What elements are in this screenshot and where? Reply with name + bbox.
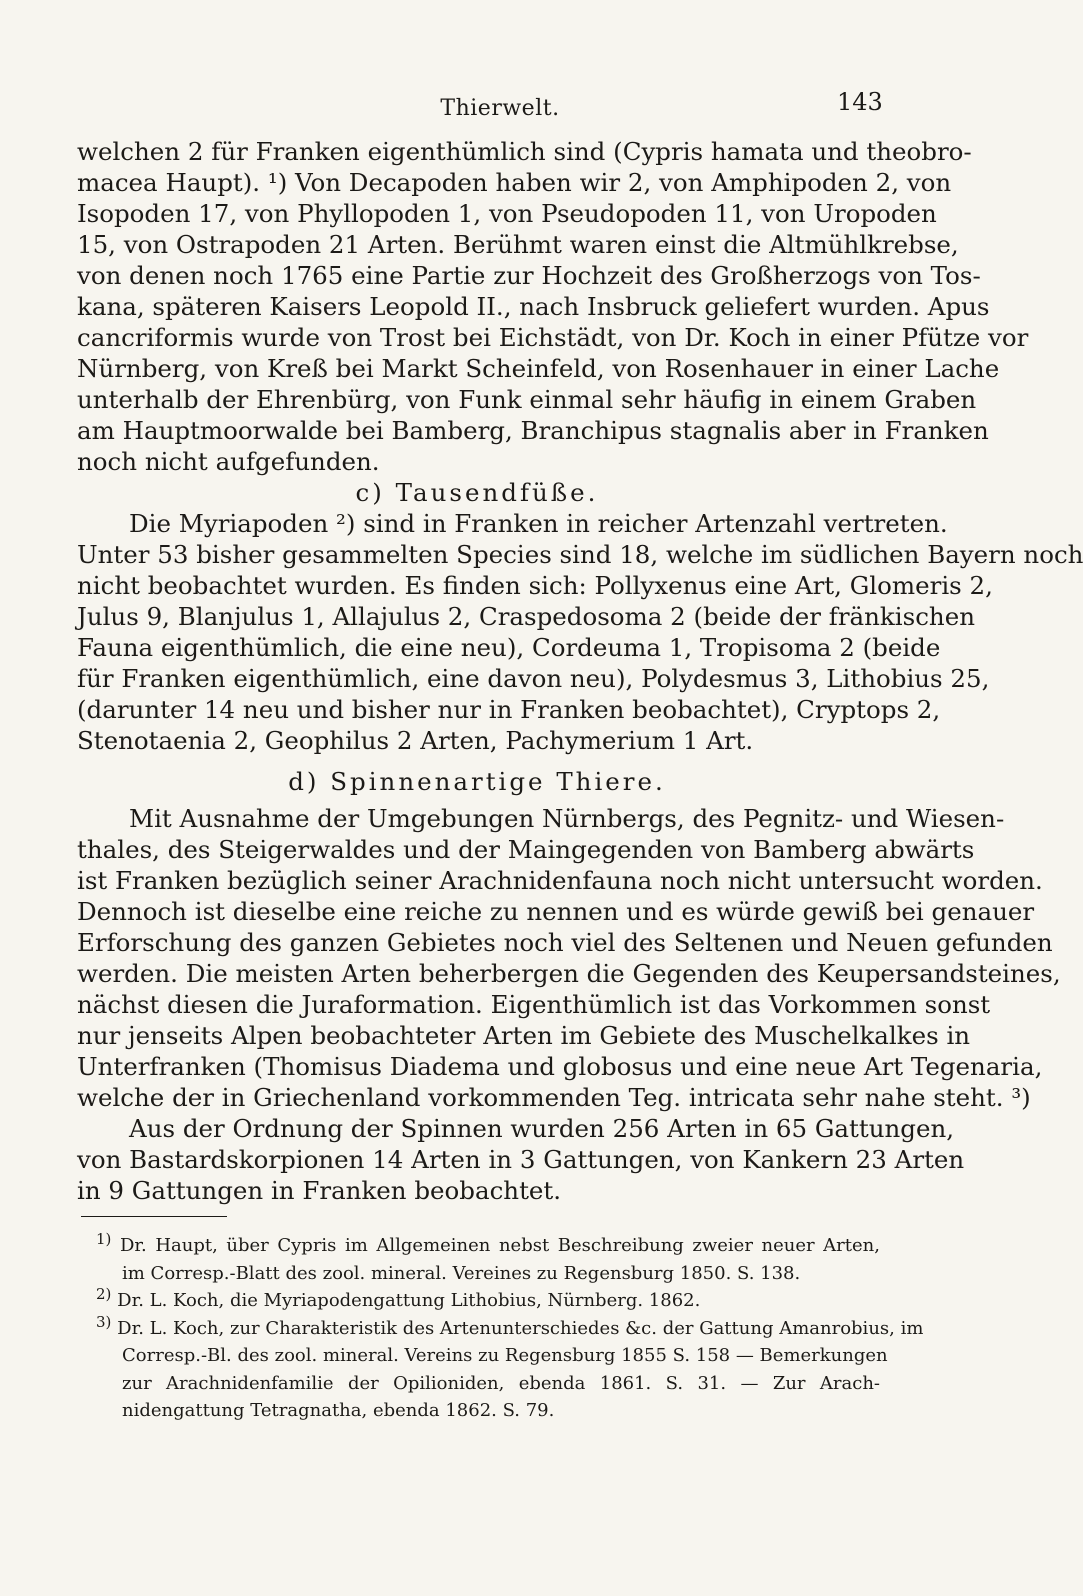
section-heading-c: c) Tausendfüße. bbox=[355, 478, 599, 507]
text-line: Stenotaenia 2, Geophilus 2 Arten, Pachymerium 1 Art. bbox=[77, 726, 754, 755]
footnote-line: zur Arachnidenfamilie der Opilioniden, ebenda 1861. S. 31. — Zur Arach- bbox=[122, 1372, 880, 1394]
text-line: Isopoden 17, von Phyllopoden 1, von Pseudopoden 11, von Uropoden bbox=[77, 199, 937, 228]
text-line: thales, des Steigerwaldes und der Maingegenden von Bamberg abwärts bbox=[77, 835, 975, 864]
text-line: unterhalb der Ehrenbürg, von Funk einmal sehr häufig in einem Graben bbox=[77, 385, 977, 414]
text-line: Erforschung des ganzen Gebietes noch viel des Seltenen und Neuen gefunden bbox=[77, 928, 1053, 957]
footnote-marker: 1) bbox=[96, 1230, 112, 1248]
text-line: Die Myriapoden ²) sind in Franken in reicher Artenzahl vertreten. bbox=[129, 509, 948, 538]
main-text bbox=[77, 136, 1083, 1206]
paragraph-crustaceans bbox=[77, 136, 1029, 477]
text-line: nur jenseits Alpen beobachteter Arten im Gebiete des Muschelkalkes in bbox=[77, 1021, 971, 1050]
text-line: nicht beobachtet wurden. Es finden sich: Pollyxenus eine Art, Glomeris 2, bbox=[77, 571, 993, 600]
paragraph-myriapods bbox=[77, 508, 1083, 756]
paragraph-spiders bbox=[77, 1113, 965, 1206]
text-line: cancriformis wurde von Trost bei Eichstädt, von Dr. Koch in einer Pfütze vor bbox=[77, 323, 1029, 352]
text-line: kana, späteren Kaisers Leopold II., nach Insbruck geliefert wurden. Apus bbox=[77, 292, 990, 321]
text-line: nächst diesen die Juraformation. Eigenthümlich ist das Vorkommen sonst bbox=[77, 990, 991, 1019]
page-number: 143 bbox=[837, 88, 883, 116]
text-line: Dennoch ist dieselbe eine reiche zu nennen und es würde gewiß bei genauer bbox=[77, 897, 1035, 926]
text-line: in 9 Gattungen in Franken beobachtet. bbox=[77, 1176, 562, 1205]
text-line: für Franken eigenthümlich, eine davon neu), Polydesmus 3, Lithobius 25, bbox=[77, 664, 990, 693]
text-line: am Hauptmoorwalde bei Bamberg, Branchipus stagnalis aber in Franken bbox=[77, 416, 989, 445]
text-line: Nürnberg, von Kreß bei Markt Scheinfeld, von Rosenhauer in einer Lache bbox=[77, 354, 1000, 383]
text-line: Aus der Ordnung der Spinnen wurden 256 Arten in 65 Gattungen, bbox=[129, 1114, 955, 1143]
footnote-line bbox=[96, 1287, 880, 1315]
footnote-line bbox=[96, 1232, 880, 1260]
footnote-line: nidengattung Tetragnatha, ebenda 1862. S. 79. bbox=[122, 1400, 555, 1421]
text-line: 15, von Ostrapoden 21 Arten. Berühmt waren einst die Altmühlkrebse, bbox=[77, 230, 959, 259]
running-title: Thierwelt. bbox=[440, 96, 560, 121]
text-line: welchen 2 für Franken eigenthümlich sind (Cypris hamata und theobro- bbox=[77, 137, 972, 166]
text-line: Julus 9, Blanjulus 1, Allajulus 2, Craspedosoma 2 (beide der fränkischen bbox=[77, 602, 975, 631]
footnote-2 bbox=[96, 1287, 880, 1315]
text-line: von Bastardskorpionen 14 Arten in 3 Gattungen, von Kankern 23 Arten bbox=[77, 1145, 965, 1174]
text-line: noch nicht aufgefunden. bbox=[77, 447, 380, 476]
paragraph-arachnids bbox=[77, 803, 1061, 1113]
footnote-line: im Corresp.-Blatt des zool. mineral. Vereines zu Regensburg 1850. S. 138. bbox=[122, 1262, 801, 1284]
footnotes bbox=[96, 1230, 924, 1425]
footnote-3 bbox=[96, 1312, 924, 1425]
footnote-marker: 3) bbox=[96, 1312, 112, 1331]
text-line: macea Haupt). ¹) Von Decapoden haben wir 2, von Amphipoden 2, von bbox=[77, 168, 952, 197]
text-line: Fauna eigenthümlich, die eine neu), Cordeuma 1, Tropisoma 2 (beide bbox=[77, 633, 941, 662]
footnote-line bbox=[96, 1312, 924, 1343]
footnote-marker: 2) bbox=[96, 1285, 112, 1303]
text-line: (darunter 14 neu und bisher nur in Franken beobachtet), Cryptops 2, bbox=[77, 695, 941, 724]
text-line: ist Franken bezüglich seiner Arachnidenfauna noch nicht untersucht worden. bbox=[77, 866, 1043, 895]
text-line: werden. Die meisten Arten beherbergen die Gegenden des Keupersandsteines, bbox=[77, 959, 1061, 988]
footnote-1 bbox=[96, 1232, 880, 1287]
text-line: Unter 53 bisher gesammelten Species sind 18, welche im südlichen Bayern noch bbox=[77, 540, 1083, 569]
text-line: Mit Ausnahme der Umgebungen Nürnbergs, des Pegnitz- und Wiesen- bbox=[129, 804, 1005, 833]
footnote-text: Dr. L. Koch, zur Charakteristik des Artenunterschiedes &c. der Gattung Amanrobius, im bbox=[117, 1317, 924, 1339]
footnote-text: Dr. L. Koch, die Myriapodengattung Lithobius, Nürnberg. 1862. bbox=[117, 1290, 701, 1311]
footnote-text: Dr. Haupt, über Cypris im Allgemeinen nebst Beschreibung zweier neuer Arten, bbox=[119, 1235, 880, 1256]
footnote-line: Corresp.-Bl. des zool. mineral. Vereins zu Regensburg 1855 S. 158 — Bemerkungen bbox=[122, 1345, 888, 1366]
text-line: Unterfranken (Thomisus Diadema und globosus und eine neue Art Tegenaria, bbox=[77, 1052, 1043, 1081]
text-line: von denen noch 1765 eine Partie zur Hochzeit des Großherzogs von Tos- bbox=[77, 261, 981, 290]
text-line: welche der in Griechenland vorkommenden Teg. intricata sehr nahe steht. ³) bbox=[77, 1083, 1031, 1112]
section-heading-d: d) Spinnenartige Thiere. bbox=[288, 767, 666, 796]
footnote-divider bbox=[81, 1216, 227, 1217]
